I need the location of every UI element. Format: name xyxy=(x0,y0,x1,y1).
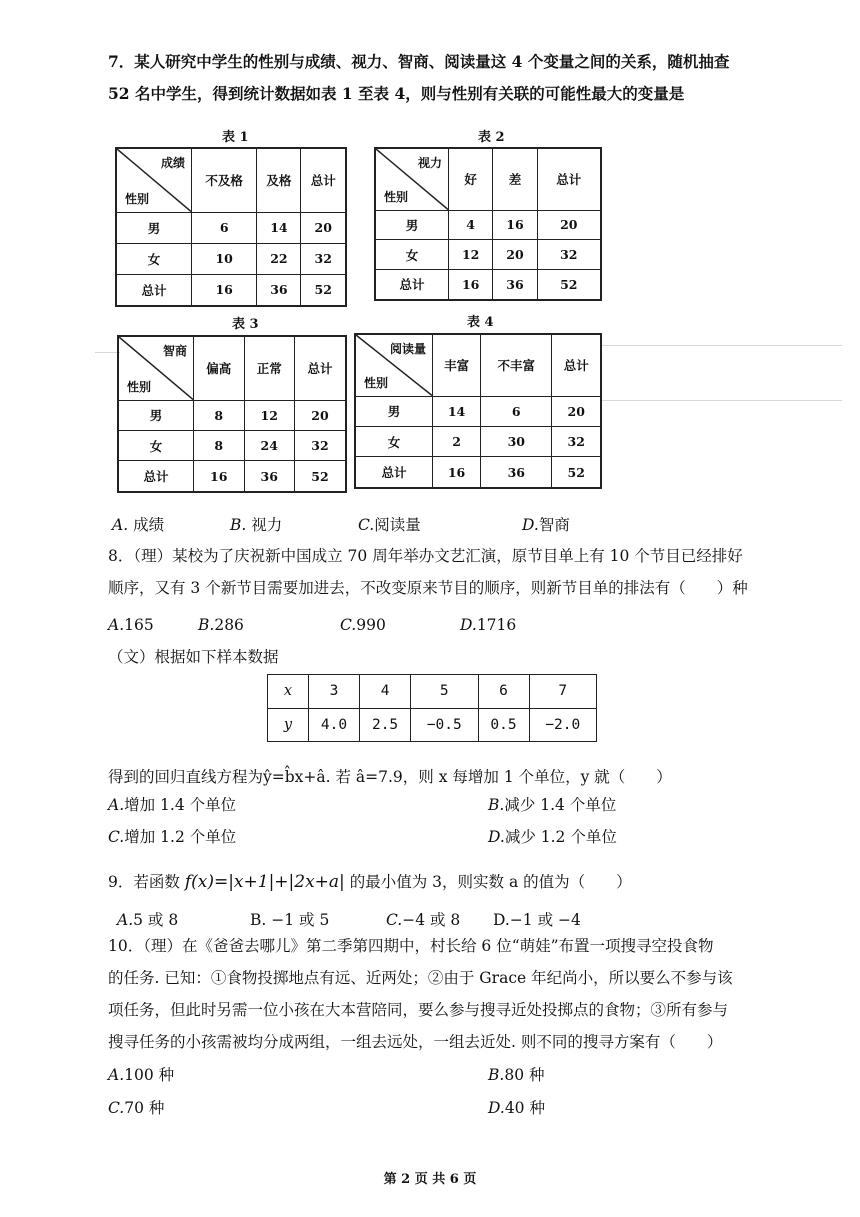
table3-cell: 8 xyxy=(194,430,245,460)
page-footer: 第 2 页 共 6 页 xyxy=(383,1172,477,1187)
q9-formula: f(x)=|x+1|+|2x+a| xyxy=(184,872,345,892)
q7-option-c[interactable] xyxy=(358,513,421,535)
option-text: 80 种 xyxy=(504,1066,545,1084)
table1-row-label: 女 xyxy=(116,243,192,274)
table2-col-header: 好 xyxy=(449,148,493,210)
option-letter: B. xyxy=(250,911,267,929)
q10-option-a[interactable] xyxy=(108,1063,174,1085)
table3-cell: 12 xyxy=(244,400,295,430)
table4-col-header: 总计 xyxy=(552,334,601,396)
table3-row-label: 总计 xyxy=(118,461,194,492)
option-text: 286 xyxy=(214,616,244,634)
option-letter: D. xyxy=(488,828,505,846)
table4-cell: 6 xyxy=(481,396,552,426)
table4-cell: 30 xyxy=(481,426,552,456)
option-text: 增加 1.2 个单位 xyxy=(124,828,237,846)
table3-cell: 24 xyxy=(244,430,295,460)
table1-corner xyxy=(116,148,192,212)
table1-cell: 10 xyxy=(192,243,257,274)
option-letter: D. xyxy=(460,616,477,634)
table3-cell: 20 xyxy=(295,400,347,430)
sample-x-value: 6 xyxy=(478,675,529,709)
q7-stem-line2: 52 名中学生，得到统计数据如表 1 至表 4，则与性别有关联的可能性最大的变量是 xyxy=(108,84,685,103)
table4-cell: 16 xyxy=(433,457,481,488)
table2-row-label: 总计 xyxy=(375,269,449,300)
table1-cell: 22 xyxy=(257,243,301,274)
table4-cell: 52 xyxy=(552,457,601,488)
option-text: 40 种 xyxy=(504,1099,545,1117)
option-text: −1 或 5 xyxy=(271,911,330,929)
option-text: 智商 xyxy=(538,516,570,534)
table3-cell: 16 xyxy=(194,461,245,492)
q8-wen-option-d[interactable] xyxy=(488,825,617,847)
table1-cell: 20 xyxy=(301,212,346,243)
table2-corner-top: 视力 xyxy=(417,156,442,170)
table4-corner xyxy=(355,334,433,396)
table2-cell: 36 xyxy=(493,269,537,300)
table2-cell: 4 xyxy=(449,210,493,240)
table1-caption: 表 1 xyxy=(222,130,249,145)
table1-col-header: 及格 xyxy=(257,148,301,212)
q8-wen-intro: （文）根据如下样本数据 xyxy=(108,648,279,666)
sample-y-value: 4.0 xyxy=(309,708,360,742)
q9-option-c[interactable] xyxy=(386,908,460,930)
q8-stem-line1: 8．（理）某校为了庆祝新中国成立 70 周年举办文艺汇演，原节目单上有 10 个节目已经排好 xyxy=(108,547,743,565)
option-letter: B. xyxy=(198,616,215,634)
q10-option-c[interactable] xyxy=(108,1096,164,1118)
table2-col-header: 总计 xyxy=(537,148,601,210)
option-text: 100 种 xyxy=(124,1066,175,1084)
option-text: 1716 xyxy=(476,616,517,634)
q9-option-a[interactable] xyxy=(117,908,178,930)
scan-mark xyxy=(602,345,842,346)
table2-col-header: 差 xyxy=(493,148,537,210)
q8-option-c[interactable] xyxy=(340,616,386,634)
q8-stem-line2: 顺序，又有 3 个新节目需要加进去，不改变原来节目的顺序，则新节目单的排法有（ ）种 xyxy=(108,579,748,597)
option-letter: B. xyxy=(488,1066,505,1084)
sample-x-label: x xyxy=(268,675,309,709)
table3-caption: 表 3 xyxy=(232,317,259,332)
option-text: 成绩 xyxy=(133,516,165,534)
table2-cell: 52 xyxy=(537,269,601,300)
sample-x-value: 7 xyxy=(529,675,596,709)
option-text: 阅读量 xyxy=(374,516,421,534)
table2-row-label: 女 xyxy=(375,240,449,270)
table1-row-label: 总计 xyxy=(116,274,192,306)
table2-cell: 16 xyxy=(449,269,493,300)
option-letter: C. xyxy=(108,828,125,846)
option-letter: A. xyxy=(112,516,129,534)
table3-cell: 52 xyxy=(295,461,347,492)
table1-row-label: 男 xyxy=(116,212,192,243)
table2-cell: 16 xyxy=(493,210,537,240)
table1-cell: 36 xyxy=(257,274,301,306)
table1-cell: 14 xyxy=(257,212,301,243)
q9-option-b[interactable] xyxy=(250,908,329,930)
option-letter: D. xyxy=(522,516,539,534)
q8-wen-option-a[interactable] xyxy=(108,793,236,815)
q9-stem xyxy=(108,870,632,892)
q7-option-b[interactable] xyxy=(230,513,282,535)
q7-option-d[interactable] xyxy=(522,513,570,535)
option-letter: A. xyxy=(108,1066,125,1084)
table3-row-label: 男 xyxy=(118,400,194,430)
option-letter: A. xyxy=(108,616,125,634)
table3-cell: 36 xyxy=(244,461,295,492)
option-letter: A. xyxy=(117,911,134,929)
q8-option-a[interactable] xyxy=(108,616,154,634)
table3 xyxy=(117,335,347,493)
q10-stem-line1: 10．（理）在《爸爸去哪儿》第二季第四期中，村长给 6 位“萌娃”布置一项搜寻空投食物 xyxy=(108,937,714,955)
table1-cell: 16 xyxy=(192,274,257,306)
sample-x-value: 5 xyxy=(411,675,478,709)
option-text: 视力 xyxy=(251,516,283,534)
table3-corner-bottom: 性别 xyxy=(127,379,152,394)
table3-cell: 32 xyxy=(295,430,347,460)
q9-prefix: 9．若函数 xyxy=(108,873,180,891)
option-text: 70 种 xyxy=(124,1099,165,1117)
q7-option-a[interactable] xyxy=(112,513,164,535)
option-letter: A. xyxy=(108,796,125,814)
table1-col-header: 不及格 xyxy=(192,148,257,212)
q8-regression-stem: 得到的回归直线方程为ŷ=b̂x+â. 若 â=7.9，则 x 每增加 1 个单位，y 就（ ） xyxy=(108,768,672,786)
option-text: 增加 1.4 个单位 xyxy=(124,796,237,814)
sample-x-value: 4 xyxy=(360,675,411,709)
table4-col-header: 丰富 xyxy=(433,334,481,396)
table4-caption: 表 4 xyxy=(467,315,494,330)
table4-col-header: 不丰富 xyxy=(481,334,552,396)
sample-y-value: −0.5 xyxy=(411,708,478,742)
option-text: 5 或 8 xyxy=(133,911,179,929)
table3-cell: 8 xyxy=(194,400,245,430)
q10-stem-line4: 搜寻任务的小孩需被均分成两组，一组去远处，一组去近处. 则不同的搜寻方案有（ ） xyxy=(108,1033,723,1051)
sample-y-value: 0.5 xyxy=(478,708,529,742)
sample-x-value: 3 xyxy=(309,675,360,709)
sample-y-value: −2.0 xyxy=(529,708,596,742)
option-text: 减少 1.4 个单位 xyxy=(504,796,617,814)
table4 xyxy=(354,333,602,489)
table3-col-header: 总计 xyxy=(295,336,347,400)
table1 xyxy=(115,147,347,307)
table1-col-header: 总计 xyxy=(301,148,346,212)
table2-row-label: 男 xyxy=(375,210,449,240)
table4-cell: 20 xyxy=(552,396,601,426)
sample-y-value: 2.5 xyxy=(360,708,411,742)
table1-corner-top: 成绩 xyxy=(160,156,185,170)
table3-col-header: 正常 xyxy=(244,336,295,400)
option-text: −1 或 −4 xyxy=(509,911,581,929)
option-letter: D. xyxy=(488,1099,505,1117)
q8-wen-option-c[interactable] xyxy=(108,825,236,847)
option-text: 减少 1.2 个单位 xyxy=(504,828,617,846)
option-text: 165 xyxy=(124,616,154,634)
table3-corner xyxy=(118,336,194,400)
sample-data-table xyxy=(267,674,597,742)
table2-corner-bottom: 性别 xyxy=(384,189,409,204)
scan-mark xyxy=(602,400,842,401)
table2-corner xyxy=(375,148,449,210)
option-letter: B. xyxy=(488,796,505,814)
option-letter: D. xyxy=(493,911,510,929)
table2-caption: 表 2 xyxy=(478,130,505,145)
q7-stem-line1: 7．某人研究中学生的性别与成绩、视力、智商、阅读量这 4 个变量之间的关系，随机抽查 xyxy=(108,52,730,71)
table4-cell: 32 xyxy=(552,426,601,456)
table1-cell: 32 xyxy=(301,243,346,274)
table4-cell: 36 xyxy=(481,457,552,488)
option-letter: C. xyxy=(340,616,357,634)
table2-cell: 32 xyxy=(537,240,601,270)
table3-col-header: 偏高 xyxy=(194,336,245,400)
table4-row-label: 总计 xyxy=(355,457,433,488)
table4-row-label: 女 xyxy=(355,426,433,456)
table3-row-label: 女 xyxy=(118,430,194,460)
table4-cell: 2 xyxy=(433,426,481,456)
q10-option-b[interactable] xyxy=(488,1063,544,1085)
q8-wen-option-b[interactable] xyxy=(488,793,616,815)
q10-option-d[interactable] xyxy=(488,1096,545,1118)
table2-cell: 20 xyxy=(493,240,537,270)
table2 xyxy=(374,147,602,301)
table2-cell: 20 xyxy=(537,210,601,240)
table4-cell: 14 xyxy=(433,396,481,426)
option-text: −4 或 8 xyxy=(402,911,461,929)
table4-row-label: 男 xyxy=(355,396,433,426)
table4-corner-top: 阅读量 xyxy=(389,342,426,356)
option-text: 990 xyxy=(356,616,386,634)
table1-cell: 6 xyxy=(192,212,257,243)
table2-cell: 12 xyxy=(449,240,493,270)
q9-suffix: 的最小值为 3，则实数 a 的值为（ ） xyxy=(349,873,632,891)
sample-y-label: y xyxy=(268,708,309,742)
q10-stem-line2: 的任务. 已知：①食物投掷地点有远、近两处；②由于 Grace 年纪尚小，所以要么不参与该 xyxy=(108,969,733,987)
table3-corner-top: 智商 xyxy=(162,344,187,358)
option-letter: B. xyxy=(230,516,247,534)
q8-option-b[interactable] xyxy=(198,616,244,634)
q8-option-d[interactable] xyxy=(460,616,516,634)
option-letter: C. xyxy=(358,516,375,534)
q10-stem-line3: 项任务，但此时另需一位小孩在大本营陪同，要么参与搜寻近处投掷点的食物；③所有参与 xyxy=(108,1001,729,1019)
table1-cell: 52 xyxy=(301,274,346,306)
option-letter: C. xyxy=(108,1099,125,1117)
table1-corner-bottom: 性别 xyxy=(125,191,150,206)
option-letter: C. xyxy=(386,911,403,929)
q9-option-d[interactable] xyxy=(493,908,581,930)
table4-corner-bottom: 性别 xyxy=(364,375,389,390)
